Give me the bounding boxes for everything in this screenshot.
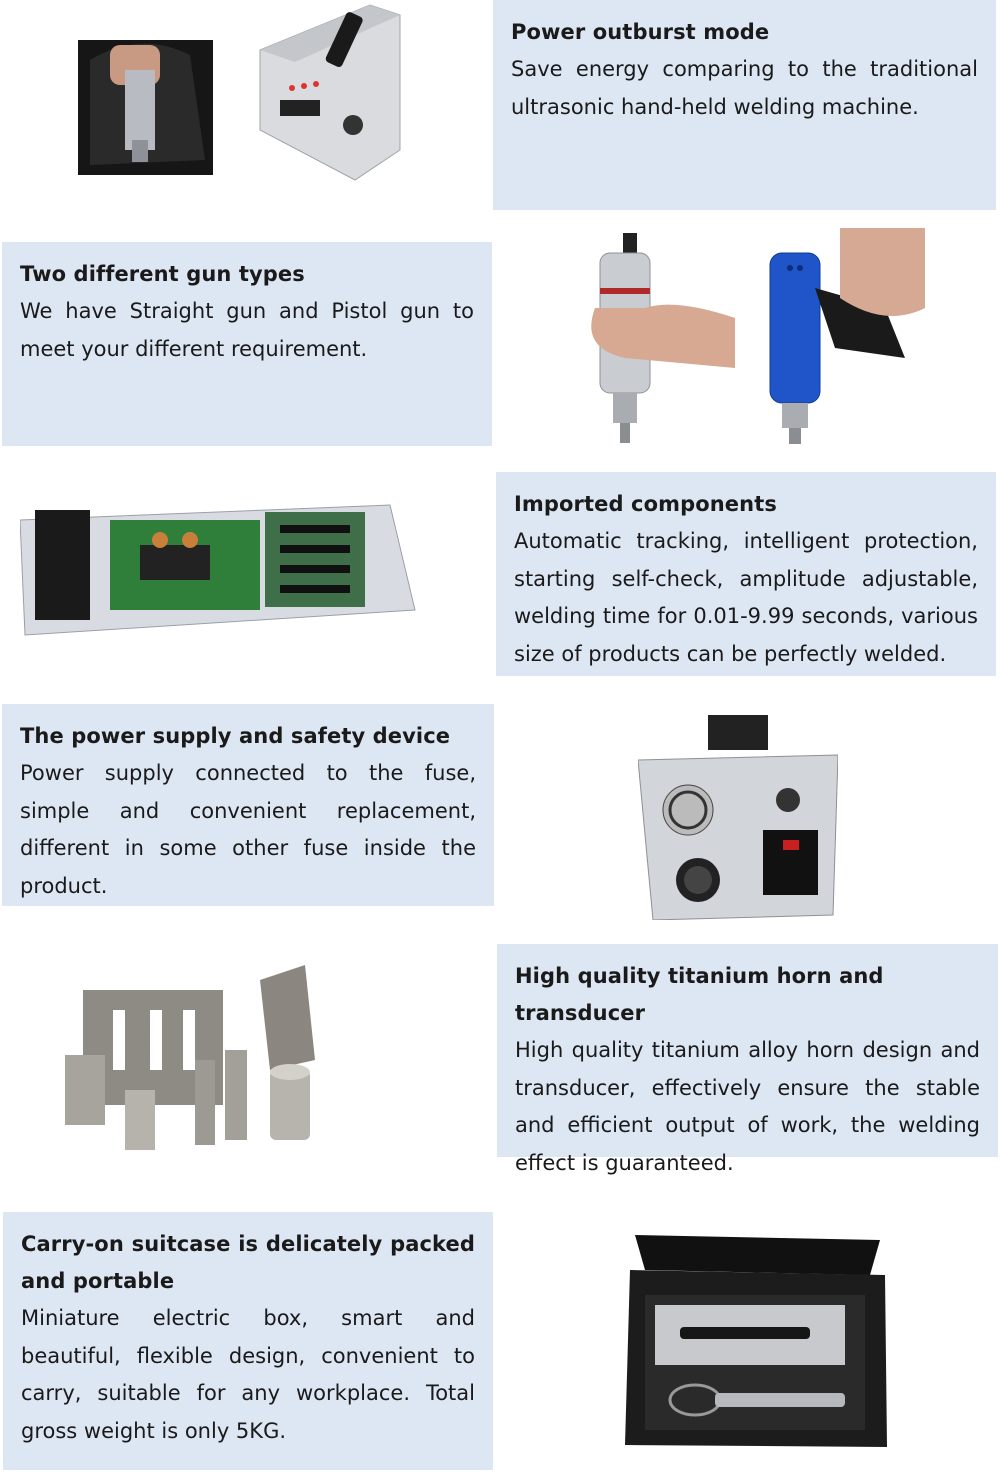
feature-body: Miniature electric box, smart and beautiful, flexible design, convenient to carry, suitable for any workplace. Total gross weight is only 5KG. xyxy=(21,1306,475,1443)
generator-rear-panel-photo xyxy=(638,715,838,920)
feature-panel-imported-components xyxy=(496,472,996,676)
feature-title: Imported components xyxy=(514,492,777,516)
feature-panel-power-outburst xyxy=(493,0,996,210)
handheld-welder-and-generator-photo xyxy=(70,0,410,185)
feature-title: The power supply and safety device xyxy=(20,724,451,748)
feature-panel-suitcase xyxy=(3,1212,493,1470)
feature-title: Two different gun types xyxy=(20,262,305,286)
feature-panel-gun-types xyxy=(2,242,492,446)
feature-title: Power outburst mode xyxy=(511,20,770,44)
feature-panel-power-supply xyxy=(2,704,494,906)
feature-body: High quality titanium alloy horn design and transducer, effectively ensure the stable and efficient output of work, the welding effect is guaranteed. xyxy=(515,1038,980,1175)
feature-body: We have Straight gun and Pistol gun to meet your different requirement. xyxy=(20,299,474,361)
feature-body: Automatic tracking, intelligent protection, starting self-check, amplitude adjustable, welding time for 0.01-9.99 seconds, various size of products can be perfectly welded. xyxy=(514,529,978,666)
straight-and-pistol-gun-photo xyxy=(585,228,930,446)
circuit-board-inside-generator-photo xyxy=(20,490,420,645)
feature-title: Carry-on suitcase is delicately packed and portable xyxy=(21,1232,475,1293)
carry-case-photo xyxy=(625,1235,890,1450)
feature-body: Power supply connected to the fuse, simple and convenient replacement, different in some other fuse inside the product. xyxy=(20,761,476,898)
feature-title: High quality titanium horn and transducer xyxy=(515,964,884,1025)
feature-panel-titanium-horn xyxy=(497,944,998,1175)
feature-body: Save energy comparing to the traditional ultrasonic hand-held welding machine. xyxy=(511,57,978,119)
titanium-horns-photo xyxy=(55,960,320,1170)
